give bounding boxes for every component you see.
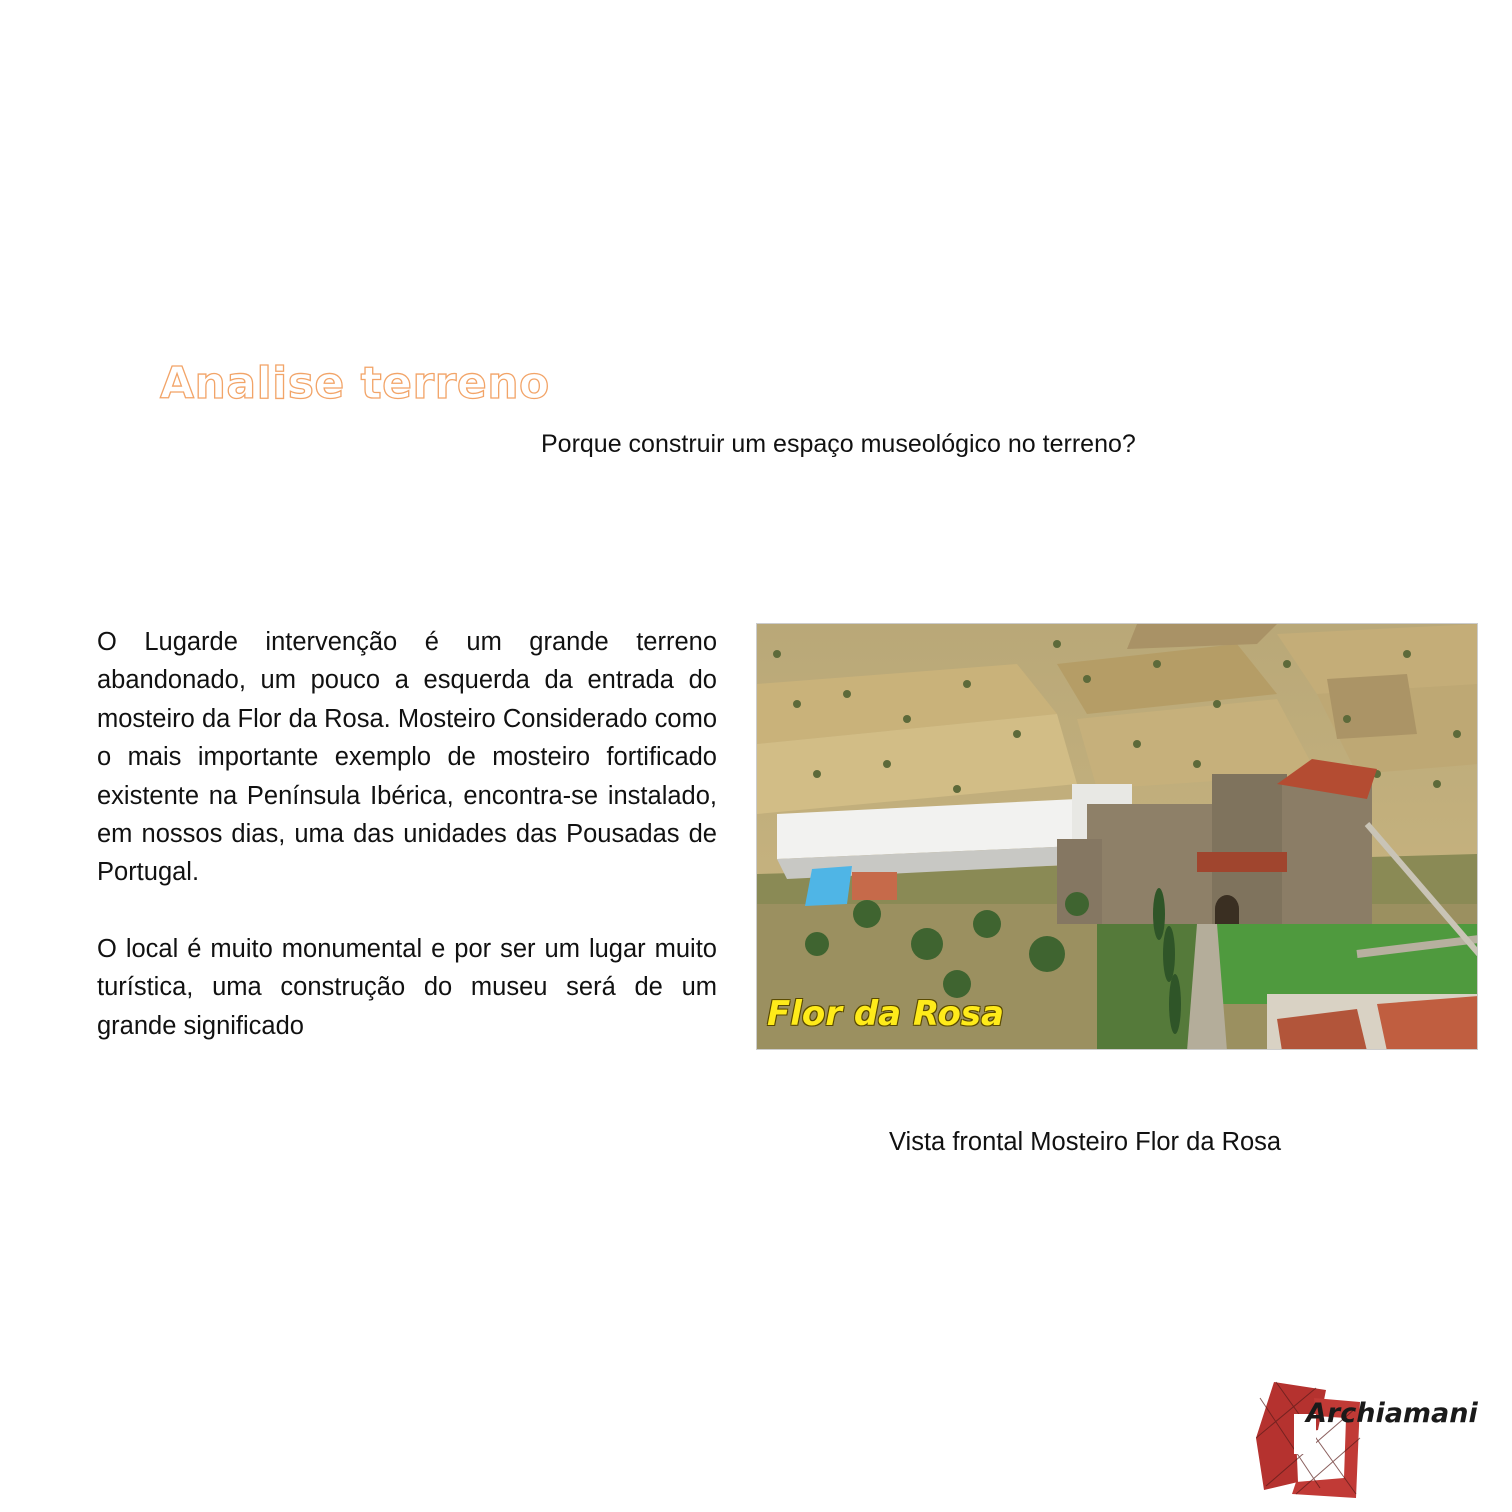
photo-caption: Vista frontal Mosteiro Flor da Rosa — [889, 1128, 1282, 1156]
monastery-aerial-photo — [756, 623, 1478, 1050]
paragraph-significance: O local é muito monumental e por ser um lugar muito turística, uma construção do museu será de um grande significado — [97, 934, 717, 1040]
paragraph-intro: O Lugarde intervenção é um grande terreno abandonado, um pouco a esquerda da entrada do mosteiro da Flor da Rosa. Mosteiro Considerado como o mais importante exemplo de mosteiro fortificado existente na Península Ibérica, encontra-se instalado, em nossos dias, uma das unidades das Pousadas de Portugal. — [97, 628, 717, 887]
body-text — [97, 623, 717, 1045]
logo-text: Archiamani — [1306, 1398, 1478, 1429]
archiamani-logo — [1256, 1378, 1496, 1500]
page-title: Analise terreno — [160, 358, 550, 409]
logo-mark-icon — [1256, 1378, 1366, 1500]
monastery-illustration — [757, 624, 1478, 1050]
section-question: Porque construir um espaço museológico no terreno? — [541, 430, 1136, 458]
photo-label: Flor da Rosa — [767, 994, 1004, 1034]
